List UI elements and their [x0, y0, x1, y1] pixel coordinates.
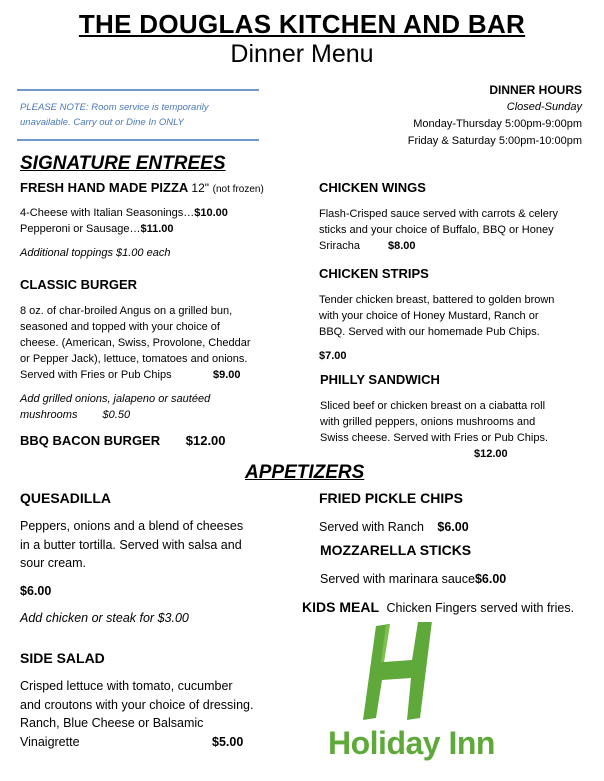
chicken-wings-last-line [319, 238, 558, 254]
holiday-inn-h-icon [328, 622, 468, 722]
classic-burger-line: 8 oz. of char-broiled Angus on a grilled bun, [20, 305, 233, 317]
chicken-strips-line: Tender chicken breast, battered to golden brown [319, 294, 555, 306]
notice-bottom-rule [17, 139, 259, 141]
classic-burger-addon-line2 [20, 407, 130, 423]
kids-meal-name: KIDS MEAL [302, 599, 379, 615]
fried-pickle-chips-desc: Served with Ranch [319, 520, 424, 534]
chicken-wings-price: $8.00 [387, 240, 416, 252]
hours-title: DINNER HOURS [489, 83, 582, 97]
classic-burger-line: or Pepper Jack), lettuce, tomatoes and onions. [20, 353, 248, 365]
bbq-bacon-burger-price: $12.00 [185, 433, 226, 448]
quesadilla-name: QUESADILLA [20, 490, 111, 506]
menu-subtitle: Dinner Menu [230, 40, 374, 68]
bbq-bacon-burger-name: BBQ BACON BURGER [20, 433, 161, 448]
classic-burger-line: Served with Fries or Pub Chips [20, 369, 172, 381]
mozzarella-sticks-desc: Served with marinara sauce [320, 572, 475, 586]
chicken-wings-line: Flash-Crisped sauce served with carrots & celery [319, 208, 559, 220]
side-salad-name: SIDE SALAD [20, 650, 105, 666]
mozzarella-sticks-price: $6.00 [474, 572, 507, 586]
hours-weekday: Monday-Thursday 5:00pm-9:00pm [413, 118, 582, 130]
side-salad-line: Ranch, Blue Cheese or Balsamic [20, 716, 204, 730]
appetizers-heading: APPETIZERS [245, 462, 365, 483]
holiday-inn-logo-text: Holiday Inn [328, 725, 495, 761]
philly-sandwich-line: with grilled peppers, onions mushrooms and [320, 416, 536, 428]
pizza-option-2 [20, 221, 174, 237]
pizza-option-1-price: $10.00 [194, 207, 228, 219]
chicken-wings-name: CHICKEN WINGS [319, 180, 426, 195]
pizza-item [20, 180, 264, 195]
kids-meal-desc: Chicken Fingers served with fries. [386, 601, 575, 615]
quesadilla-price: $6.00 [20, 584, 52, 598]
side-salad-price: $5.00 [212, 735, 244, 749]
classic-burger-line: seasoned and topped with your choice of [20, 321, 220, 333]
fried-pickle-chips-name: FRIED PICKLE CHIPS [319, 490, 463, 506]
quesadilla-line: Peppers, onions and a blend of cheeses [20, 519, 244, 533]
pizza-size: 12" [191, 181, 210, 195]
classic-burger-line: cheese. (American, Swiss, Provolone, Cheddar [20, 337, 251, 349]
classic-burger-addon-line1: Add grilled onions, jalapeno or sautéed [20, 393, 211, 405]
pizza-option-1 [20, 205, 228, 221]
mozzarella-sticks-name: MOZZARELLA STICKS [320, 542, 472, 558]
pizza-name: FRESH HAND MADE PIZZA [20, 180, 188, 195]
pizza-option-2-price: $11.00 [140, 223, 174, 235]
side-salad-desc [20, 677, 253, 733]
quesadilla-line: in a butter tortilla. Served with salsa and [20, 537, 242, 552]
kids-meal [302, 599, 574, 615]
chicken-strips-desc [319, 292, 554, 340]
chicken-strips-price: $7.00 [319, 350, 347, 362]
philly-sandwich-desc [320, 398, 548, 446]
quesadilla-line: sour cream. [20, 556, 86, 570]
chicken-strips-line: BBQ. Served with our homemade Pub Chips. [319, 326, 540, 338]
hours-weekend: Friday & Saturday 5:00pm-10:00pm [407, 135, 582, 147]
pizza-option-1-text: 4-Cheese with Italian Seasonings… [20, 207, 195, 219]
classic-burger-addon-price: $0.50 [102, 409, 131, 421]
classic-burger-price: $9.00 [213, 369, 241, 381]
philly-sandwich-line: Swiss cheese. Served with Fries or Pub Chips. [320, 432, 549, 444]
bbq-bacon-burger [20, 433, 226, 448]
side-salad-last-line: Vinaigrette [20, 735, 80, 749]
pizza-toppings-note: Additional toppings $1.00 each [20, 247, 171, 259]
philly-sandwich-name: PHILLY SANDWICH [320, 372, 440, 387]
chicken-wings-desc [319, 206, 558, 254]
fried-pickle-chips-line [319, 518, 469, 537]
philly-sandwich-price: $12.00 [474, 448, 508, 460]
mozzarella-sticks-line [320, 570, 506, 589]
chicken-wings-line: sticks and your choice of Buffalo, BBQ or Honey [319, 224, 554, 236]
notice-top-rule [17, 89, 259, 91]
chicken-wings-line: Sriracha [319, 240, 360, 252]
quesadilla-addon: Add chicken or steak for $3.00 [20, 611, 189, 625]
side-salad-line: and croutons with your choice of dressing. [20, 697, 254, 712]
classic-burger-addon-text: mushrooms [20, 409, 78, 421]
chicken-strips-name: CHICKEN STRIPS [319, 266, 429, 281]
dinner-hours [408, 82, 582, 150]
fried-pickle-chips-price: $6.00 [437, 520, 469, 534]
quesadilla-desc [20, 517, 243, 573]
signature-entrees-heading: SIGNATURE ENTREES [20, 153, 226, 174]
hours-sunday: Closed-Sunday [506, 101, 582, 113]
pizza-option-2-text: Pepperoni or Sausage… [20, 223, 141, 235]
side-salad-line: Crisped lettuce with tomato, cucumber [20, 679, 233, 693]
chicken-strips-line: with your choice of Honey Mustard, Ranch or [319, 310, 539, 322]
restaurant-title: THE DOUGLAS KITCHEN AND BAR [78, 9, 526, 39]
classic-burger-name: CLASSIC BURGER [20, 277, 138, 292]
pizza-size-note: (not frozen) [212, 184, 264, 195]
notice-text: PLEASE NOTE: Room service is temporarily unavailable. Carry out or Dine In ONLY [20, 102, 209, 128]
philly-sandwich-line: Sliced beef or chicken breast on a ciabatta roll [320, 400, 546, 412]
